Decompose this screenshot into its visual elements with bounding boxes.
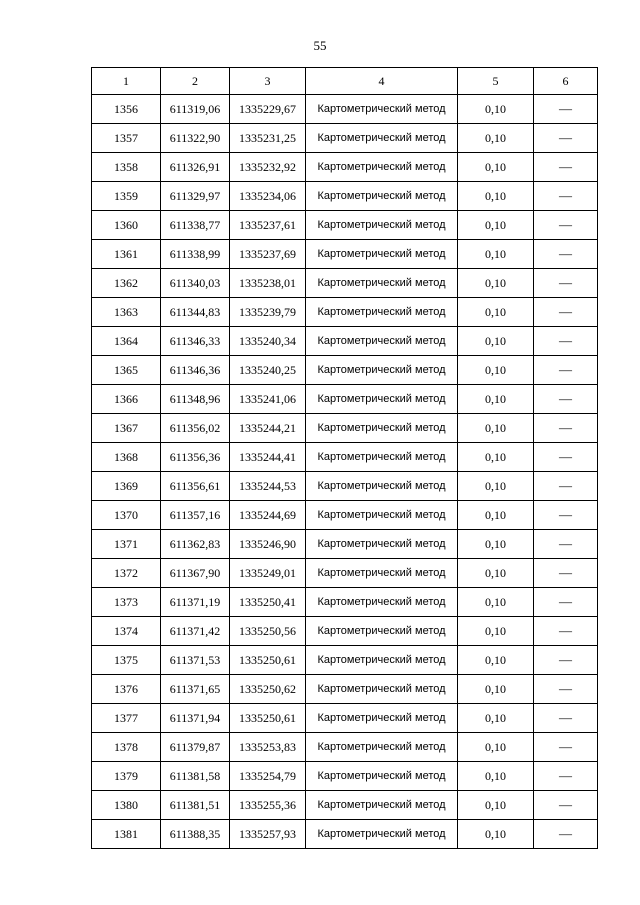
description-cell: —: [534, 588, 598, 617]
point-number-cell: 1376: [92, 675, 161, 704]
accuracy-cell: 0,10: [458, 472, 534, 501]
method-cell: Картометрический метод: [306, 617, 458, 646]
table-header-row: [92, 68, 598, 95]
point-number-cell: 1356: [92, 95, 161, 124]
method-cell: Картометрический метод: [306, 443, 458, 472]
method-cell: Картометрический метод: [306, 269, 458, 298]
description-cell: —: [534, 327, 598, 356]
accuracy-cell: 0,10: [458, 153, 534, 182]
x-coordinate-cell: 611322,90: [161, 124, 230, 153]
method-cell: Картометрический метод: [306, 153, 458, 182]
x-coordinate-cell: 611371,42: [161, 617, 230, 646]
point-number-cell: 1360: [92, 211, 161, 240]
y-coordinate-cell: 1335246,90: [230, 530, 306, 559]
table-row: [92, 327, 598, 356]
y-coordinate-cell: 1335244,53: [230, 472, 306, 501]
description-cell: —: [534, 182, 598, 211]
point-number-cell: 1369: [92, 472, 161, 501]
x-coordinate-cell: 611371,94: [161, 704, 230, 733]
x-coordinate-cell: 611371,65: [161, 675, 230, 704]
y-coordinate-cell: 1335241,06: [230, 385, 306, 414]
y-coordinate-cell: 1335231,25: [230, 124, 306, 153]
description-cell: —: [534, 472, 598, 501]
method-cell: Картометрический метод: [306, 646, 458, 675]
description-cell: —: [534, 240, 598, 269]
description-cell: —: [534, 762, 598, 791]
accuracy-cell: 0,10: [458, 733, 534, 762]
method-cell: Картометрический метод: [306, 472, 458, 501]
point-number-cell: 1373: [92, 588, 161, 617]
table-row: [92, 559, 598, 588]
point-number-cell: 1367: [92, 414, 161, 443]
point-number-cell: 1378: [92, 733, 161, 762]
x-coordinate-cell: 611367,90: [161, 559, 230, 588]
x-coordinate-cell: 611319,06: [161, 95, 230, 124]
coordinates-table: [91, 67, 598, 849]
column-header: 2: [161, 68, 230, 95]
accuracy-cell: 0,10: [458, 385, 534, 414]
method-cell: Картометрический метод: [306, 240, 458, 269]
accuracy-cell: 0,10: [458, 356, 534, 385]
description-cell: —: [534, 530, 598, 559]
method-cell: Картометрический метод: [306, 530, 458, 559]
accuracy-cell: 0,10: [458, 791, 534, 820]
table-row: [92, 153, 598, 182]
accuracy-cell: 0,10: [458, 327, 534, 356]
x-coordinate-cell: 611346,36: [161, 356, 230, 385]
x-coordinate-cell: 611340,03: [161, 269, 230, 298]
description-cell: —: [534, 646, 598, 675]
accuracy-cell: 0,10: [458, 95, 534, 124]
y-coordinate-cell: 1335254,79: [230, 762, 306, 791]
description-cell: —: [534, 704, 598, 733]
description-cell: —: [534, 791, 598, 820]
table-row: [92, 791, 598, 820]
column-header: 4: [306, 68, 458, 95]
description-cell: —: [534, 385, 598, 414]
table-row: [92, 617, 598, 646]
column-header: 5: [458, 68, 534, 95]
description-cell: —: [534, 95, 598, 124]
table-row: [92, 762, 598, 791]
column-header: 6: [534, 68, 598, 95]
method-cell: Картометрический метод: [306, 327, 458, 356]
table-row: [92, 211, 598, 240]
table-row: [92, 298, 598, 327]
method-cell: Картометрический метод: [306, 675, 458, 704]
method-cell: Картометрический метод: [306, 356, 458, 385]
table-row: [92, 182, 598, 211]
point-number-cell: 1362: [92, 269, 161, 298]
method-cell: Картометрический метод: [306, 414, 458, 443]
x-coordinate-cell: 611357,16: [161, 501, 230, 530]
y-coordinate-cell: 1335255,36: [230, 791, 306, 820]
method-cell: Картометрический метод: [306, 791, 458, 820]
accuracy-cell: 0,10: [458, 588, 534, 617]
table-row: [92, 385, 598, 414]
x-coordinate-cell: 611356,36: [161, 443, 230, 472]
description-cell: —: [534, 414, 598, 443]
y-coordinate-cell: 1335253,83: [230, 733, 306, 762]
accuracy-cell: 0,10: [458, 414, 534, 443]
accuracy-cell: 0,10: [458, 820, 534, 849]
table-row: [92, 356, 598, 385]
point-number-cell: 1377: [92, 704, 161, 733]
table-row: [92, 588, 598, 617]
x-coordinate-cell: 611329,97: [161, 182, 230, 211]
accuracy-cell: 0,10: [458, 559, 534, 588]
accuracy-cell: 0,10: [458, 501, 534, 530]
x-coordinate-cell: 611381,51: [161, 791, 230, 820]
x-coordinate-cell: 611344,83: [161, 298, 230, 327]
method-cell: Картометрический метод: [306, 182, 458, 211]
y-coordinate-cell: 1335244,41: [230, 443, 306, 472]
x-coordinate-cell: 611362,83: [161, 530, 230, 559]
description-cell: —: [534, 356, 598, 385]
x-coordinate-cell: 611338,77: [161, 211, 230, 240]
y-coordinate-cell: 1335232,92: [230, 153, 306, 182]
column-header: 3: [230, 68, 306, 95]
x-coordinate-cell: 611388,35: [161, 820, 230, 849]
method-cell: Картометрический метод: [306, 501, 458, 530]
description-cell: —: [534, 820, 598, 849]
x-coordinate-cell: 611371,19: [161, 588, 230, 617]
y-coordinate-cell: 1335240,25: [230, 356, 306, 385]
accuracy-cell: 0,10: [458, 240, 534, 269]
y-coordinate-cell: 1335239,79: [230, 298, 306, 327]
y-coordinate-cell: 1335238,01: [230, 269, 306, 298]
table-row: [92, 530, 598, 559]
y-coordinate-cell: 1335229,67: [230, 95, 306, 124]
description-cell: —: [534, 501, 598, 530]
y-coordinate-cell: 1335250,62: [230, 675, 306, 704]
point-number-cell: 1366: [92, 385, 161, 414]
accuracy-cell: 0,10: [458, 443, 534, 472]
table-row: [92, 443, 598, 472]
description-cell: —: [534, 443, 598, 472]
x-coordinate-cell: 611379,87: [161, 733, 230, 762]
point-number-cell: 1368: [92, 443, 161, 472]
table-row: [92, 472, 598, 501]
point-number-cell: 1359: [92, 182, 161, 211]
x-coordinate-cell: 611326,91: [161, 153, 230, 182]
y-coordinate-cell: 1335250,41: [230, 588, 306, 617]
method-cell: Картометрический метод: [306, 95, 458, 124]
point-number-cell: 1364: [92, 327, 161, 356]
y-coordinate-cell: 1335250,56: [230, 617, 306, 646]
x-coordinate-cell: 611356,61: [161, 472, 230, 501]
accuracy-cell: 0,10: [458, 762, 534, 791]
accuracy-cell: 0,10: [458, 298, 534, 327]
y-coordinate-cell: 1335249,01: [230, 559, 306, 588]
point-number-cell: 1379: [92, 762, 161, 791]
y-coordinate-cell: 1335237,69: [230, 240, 306, 269]
method-cell: Картометрический метод: [306, 211, 458, 240]
method-cell: Картометрический метод: [306, 385, 458, 414]
x-coordinate-cell: 611356,02: [161, 414, 230, 443]
y-coordinate-cell: 1335234,06: [230, 182, 306, 211]
point-number-cell: 1363: [92, 298, 161, 327]
accuracy-cell: 0,10: [458, 530, 534, 559]
accuracy-cell: 0,10: [458, 617, 534, 646]
accuracy-cell: 0,10: [458, 704, 534, 733]
method-cell: Картометрический метод: [306, 820, 458, 849]
description-cell: —: [534, 617, 598, 646]
table-row: [92, 733, 598, 762]
method-cell: Картометрический метод: [306, 704, 458, 733]
table-row: [92, 240, 598, 269]
x-coordinate-cell: 611371,53: [161, 646, 230, 675]
y-coordinate-cell: 1335240,34: [230, 327, 306, 356]
accuracy-cell: 0,10: [458, 675, 534, 704]
point-number-cell: 1381: [92, 820, 161, 849]
description-cell: —: [534, 211, 598, 240]
description-cell: —: [534, 124, 598, 153]
method-cell: Картометрический метод: [306, 762, 458, 791]
table-body: [92, 95, 598, 849]
point-number-cell: 1358: [92, 153, 161, 182]
x-coordinate-cell: 611348,96: [161, 385, 230, 414]
point-number-cell: 1380: [92, 791, 161, 820]
y-coordinate-cell: 1335250,61: [230, 704, 306, 733]
table-row: [92, 820, 598, 849]
y-coordinate-cell: 1335244,21: [230, 414, 306, 443]
table-row: [92, 646, 598, 675]
point-number-cell: 1365: [92, 356, 161, 385]
accuracy-cell: 0,10: [458, 124, 534, 153]
accuracy-cell: 0,10: [458, 269, 534, 298]
table-row: [92, 124, 598, 153]
x-coordinate-cell: 611338,99: [161, 240, 230, 269]
method-cell: Картометрический метод: [306, 559, 458, 588]
description-cell: —: [534, 675, 598, 704]
point-number-cell: 1370: [92, 501, 161, 530]
table-row: [92, 501, 598, 530]
page-number: 55: [313, 38, 327, 53]
point-number-cell: 1374: [92, 617, 161, 646]
point-number-cell: 1361: [92, 240, 161, 269]
point-number-cell: 1375: [92, 646, 161, 675]
x-coordinate-cell: 611346,33: [161, 327, 230, 356]
accuracy-cell: 0,10: [458, 211, 534, 240]
description-cell: —: [534, 153, 598, 182]
method-cell: Картометрический метод: [306, 733, 458, 762]
method-cell: Картометрический метод: [306, 124, 458, 153]
table-row: [92, 704, 598, 733]
x-coordinate-cell: 611381,58: [161, 762, 230, 791]
description-cell: —: [534, 733, 598, 762]
method-cell: Картометрический метод: [306, 588, 458, 617]
y-coordinate-cell: 1335257,93: [230, 820, 306, 849]
y-coordinate-cell: 1335244,69: [230, 501, 306, 530]
table-row: [92, 414, 598, 443]
table-row: [92, 95, 598, 124]
accuracy-cell: 0,10: [458, 646, 534, 675]
column-header: 1: [92, 68, 161, 95]
point-number-cell: 1357: [92, 124, 161, 153]
table-row: [92, 269, 598, 298]
y-coordinate-cell: 1335237,61: [230, 211, 306, 240]
point-number-cell: 1372: [92, 559, 161, 588]
accuracy-cell: 0,10: [458, 182, 534, 211]
description-cell: —: [534, 269, 598, 298]
table-row: [92, 675, 598, 704]
y-coordinate-cell: 1335250,61: [230, 646, 306, 675]
description-cell: —: [534, 298, 598, 327]
method-cell: Картометрический метод: [306, 298, 458, 327]
point-number-cell: 1371: [92, 530, 161, 559]
description-cell: —: [534, 559, 598, 588]
